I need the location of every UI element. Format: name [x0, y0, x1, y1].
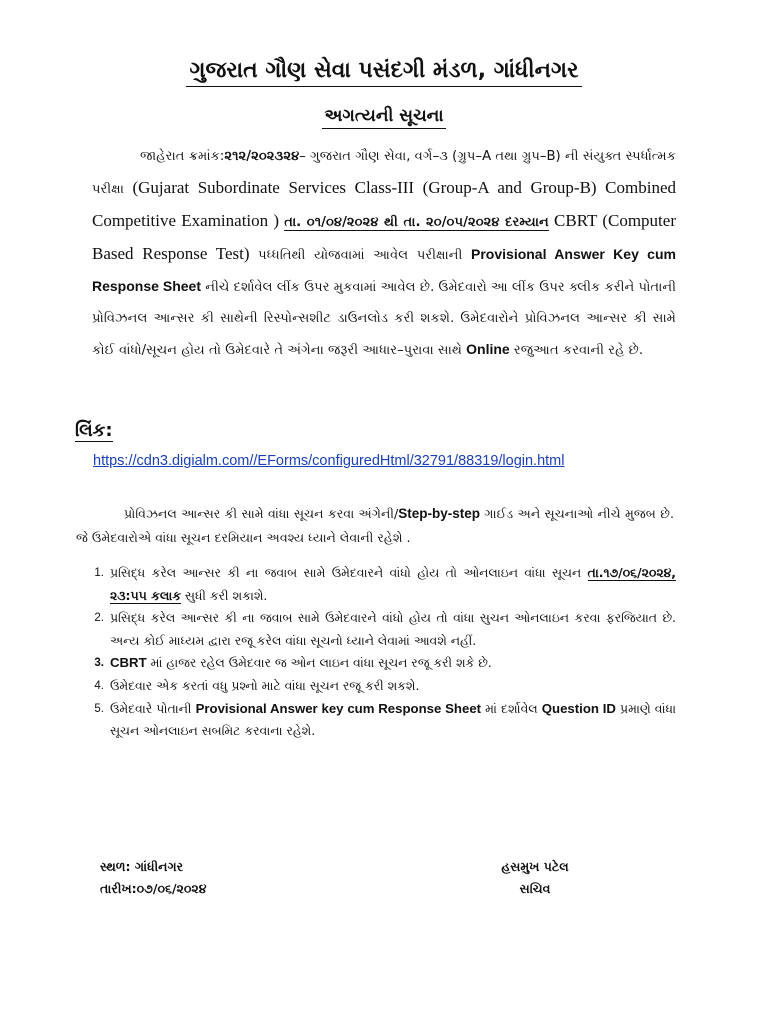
- guide-rest: ગાઈડ અને સૂચનાઓ નીચે મુજબ છે. જે ઉમેદવારોએ વાંધા સૂચન દરમિયાન અવશ્ય ધ્યાને લેવાની રહેશે .: [76, 506, 674, 545]
- list-item-text: માં દર્શાવેલ: [481, 700, 542, 716]
- list-number: 5.: [94, 702, 104, 715]
- guide-paragraph: [76, 502, 674, 550]
- exam-name-english: (Gujarat Subordinate Services Class-III (Group-A and Group-B) Combined Competitive Examination ): [92, 178, 676, 230]
- closing-text: રજુઆત કરવાની રહે છે.: [509, 343, 644, 358]
- exam-dates: તા. ૦૧/૦૪/૨૦૨૪ થી તા. ૨૦/૦૫/૨૦૨૪ દરમ્યાન: [284, 215, 549, 230]
- signatory-designation: સચિવ: [519, 881, 551, 896]
- guide-intro: પ્રોવિઝનલ આન્સર કી સામે વાંધા સૂચન કરવા અંગેની/: [124, 506, 399, 521]
- answer-key-link[interactable]: https://cdn3.digialm.com//EForms/configuredHtml/32791/88319/login.html: [93, 453, 565, 469]
- cbrt-text: CBRT: [110, 655, 147, 671]
- step-by-step-text: Step-by-step: [398, 506, 480, 521]
- signatory-block: [470, 856, 600, 900]
- exam-description: – ગુજરાત ગૌણ સેવા, વર્ગ–૩ (ગ્રુપ–A તથા ગ્રુપ–B) ની સંયુક્ત સ્પર્ધાત્મક પરીક્ષા: [92, 149, 677, 197]
- page-title: [0, 58, 768, 83]
- list-item: [94, 698, 677, 743]
- list-item-text: પ્રમાણે વાંધા સૂચન ઓનલાઇન સબમિટ કરવાના રહેશે.: [110, 700, 677, 739]
- place-text: સ્થળ: ગાંધીનગર: [100, 859, 184, 874]
- cbrt-full-form: CBRT (Computer Based Response Test): [92, 211, 676, 263]
- response-sheet-text: Provisional Answer key cum Response Sheet: [195, 700, 482, 716]
- method-text: પધ્ધતિથી યોજવામાં આવેલ પરીક્ષાની: [249, 248, 472, 263]
- notice-heading: [0, 106, 768, 126]
- list-number: 4.: [94, 679, 104, 692]
- list-item-text: ઉમેદવારે પોતાની: [110, 700, 196, 716]
- list-item: [94, 675, 676, 698]
- link-label-text: લિંક:: [75, 420, 113, 441]
- place-date-block: [100, 856, 206, 900]
- download-instructions: નીચે દર્શાવેલ લીંક ઉપર મુકવામાં આવેલ છે. ઉમેદવારો આ લીંક ઉપર ક્લીક કરીને પોતાની પ્રોવિઝનલ આન્સર કી સાથેની રિસ્પોન્સશીટ ડાઉનલોડ કરી શકશે. ઉમેદવારોને પ્રોવિઝનલ આન્સર કી સામે કોઈ વાંધો/સૂચન હોય તો ઉમેદવારે તે અંગેના જરૂરી આધાર–પુરાવા સાથે: [92, 280, 676, 358]
- list-item-text: પ્રસિદ્ધ કરેલ આન્સર કી ના જવાબ સામે ઉમેદવારને વાંધો હોય તો ઓનલાઇન વાંધા સૂચન: [110, 565, 588, 580]
- list-item-text: સુધી કરી શકાશે.: [180, 587, 268, 603]
- notice-heading-text: અગત્યની સૂચના: [322, 106, 445, 129]
- list-item-text: પ્રસિદ્ધ કરેલ આન્સર કી ના જવાબ સામે ઉમેદવારને વાંધો હોય તો વાંધા સુચન ઓનલાઇન કરવા ફરજિયાત છે. અન્ય કોઈ માધ્યમ દ્વારા રજૂ કરેલ વાંધા સૂચનો ધ્યાને લેવામાં આવશે નહીં.: [110, 610, 676, 648]
- ad-number: ૨૧૨/૨૦૨૩૨૪: [224, 149, 300, 164]
- link-label: [75, 420, 113, 441]
- deadline-text: તા.૧૭/૦૬/૨૦૨૪, ૨૩:૫૫ કલાક: [110, 565, 676, 603]
- online-word: Online: [466, 341, 510, 357]
- ad-number-label: જાહેરાત ક્રમાંક:: [140, 149, 225, 164]
- instruction-list: [94, 562, 677, 743]
- list-number: 2.: [94, 612, 104, 625]
- list-number: 3.: [94, 657, 104, 670]
- date-text: તારીખ:૦૭/૦૬/૨૦૨૪: [100, 881, 207, 896]
- list-number: 1.: [94, 567, 104, 579]
- organization-title: ગુજરાત ગૌણ સેવા પસંદગી મંડળ, ગાંધીનગર: [186, 58, 583, 87]
- notice-paragraph: [92, 141, 676, 366]
- list-item: [94, 652, 676, 675]
- list-item-text: માં હાજર રહેલ ઉમેદવાર જ ઓન લાઇન વાંધા સૂચન રજૂ કરી શકે છે.: [146, 655, 492, 671]
- list-item: [94, 562, 676, 607]
- question-id-text: Question ID: [541, 700, 616, 716]
- signatory-name: હસમુખ પટેલ: [501, 859, 569, 874]
- list-item: [94, 607, 676, 652]
- list-item-text: ઉમેદવાર એક કરતાં વધુ પ્રશ્નો માટે વાંધા સૂચન રજૂ કરી શકશે.: [110, 677, 420, 693]
- answer-key-title: Provisional Answer Key cum Response Sheet: [92, 246, 676, 294]
